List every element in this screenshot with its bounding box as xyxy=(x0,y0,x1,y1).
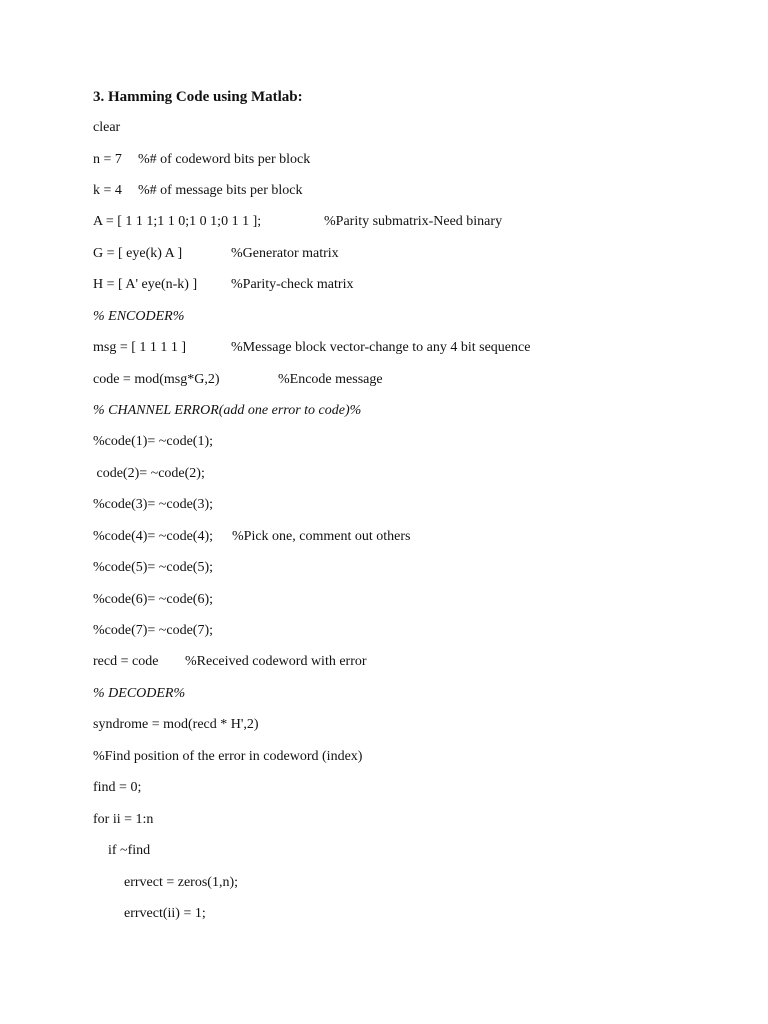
comment-code: %Encode message xyxy=(278,372,383,387)
code-line-syndrome: syndrome = mod(recd * H',2) xyxy=(93,717,259,732)
code-line-c4: %code(4)= ~code(4); xyxy=(93,529,214,544)
code-line-clear: clear xyxy=(93,120,121,135)
code-line-if: if ~find xyxy=(108,843,151,858)
comment-k: %# of message bits per block xyxy=(138,183,303,198)
code-line-errvect-zeros: errvect = zeros(1,n); xyxy=(124,875,239,890)
code-line-g: G = [ eye(k) A ] xyxy=(93,246,183,261)
decoder-heading: % DECODER% xyxy=(93,686,186,701)
code-line-c1: %code(1)= ~code(1); xyxy=(93,434,214,449)
code-line-c3: %code(3)= ~code(3); xyxy=(93,497,214,512)
code-line-k: k = 4 xyxy=(93,183,122,198)
code-line-a: A = [ 1 1 1;1 1 0;1 0 1;0 1 1 ]; xyxy=(93,214,262,229)
code-line-c2: code(2)= ~code(2); xyxy=(93,466,205,481)
code-line-code: code = mod(msg*G,2) xyxy=(93,372,220,387)
code-line-c7: %code(7)= ~code(7); xyxy=(93,623,214,638)
code-line-c5: %code(5)= ~code(5); xyxy=(93,560,214,575)
code-line-for: for ii = 1:n xyxy=(93,812,154,827)
comment-msg: %Message block vector-change to any 4 bit sequence xyxy=(231,340,531,355)
comment-recd: %Received codeword with error xyxy=(185,654,367,669)
comment-a: %Parity submatrix-Need binary xyxy=(324,214,503,229)
comment-n: %# of codeword bits per block xyxy=(138,152,311,167)
comment-g: %Generator matrix xyxy=(231,246,339,261)
code-line-errvect-set: errvect(ii) = 1; xyxy=(124,906,206,921)
code-line-c6: %code(6)= ~code(6); xyxy=(93,592,214,607)
code-line-h: H = [ A' eye(n-k) ] xyxy=(93,277,198,292)
channel-error-heading: % CHANNEL ERROR(add one error to code)% xyxy=(93,403,362,418)
code-line-msg: msg = [ 1 1 1 1 ] xyxy=(93,340,187,355)
comment-c4: %Pick one, comment out others xyxy=(232,529,411,544)
code-line-n: n = 7 xyxy=(93,152,122,167)
code-line-recd: recd = code xyxy=(93,654,159,669)
encoder-heading: % ENCODER% xyxy=(93,309,185,324)
code-line-find-init: find = 0; xyxy=(93,780,142,795)
section-heading: 3. Hamming Code using Matlab: xyxy=(93,89,303,105)
comment-h: %Parity-check matrix xyxy=(231,277,354,292)
comment-find-position: %Find position of the error in codeword (index) xyxy=(93,749,363,764)
